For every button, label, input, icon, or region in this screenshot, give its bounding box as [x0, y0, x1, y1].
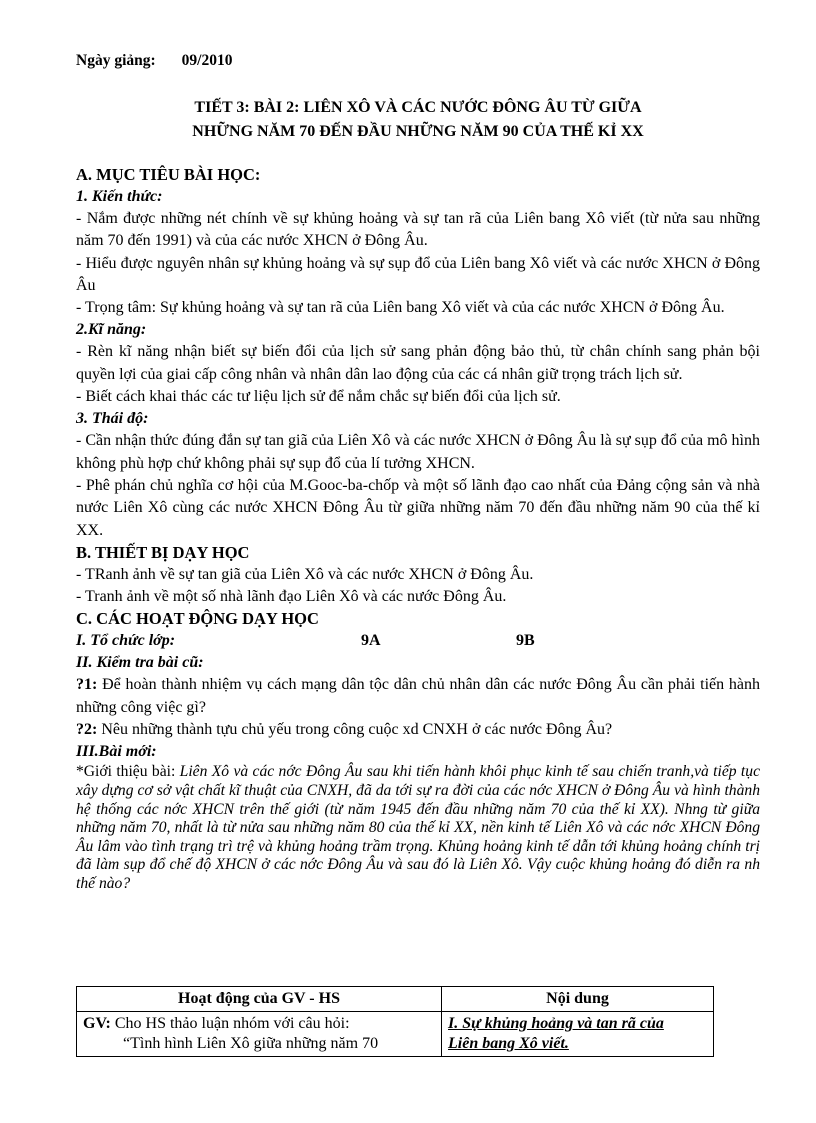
knowledge-heading: 1. Kiến thức: — [76, 188, 163, 205]
attitude-item: - Cần nhận thức đúng đắn sự tan giã của Liên Xô và các nước XHCN ở Đông Âu là sự sụp đổ của mô hình không phù hợp chứ không phải sự sụp đổ của lí tưởng XHCN. — [76, 432, 760, 472]
gv-line-1: Cho HS thảo luận nhóm với câu hỏi: — [110, 1015, 350, 1032]
question-1-label: ?1: — [76, 676, 98, 694]
equipment-item: - Tranh ảnh về một số nhà lãnh đạo Liên Xô và các nước Đông Âu. — [76, 588, 507, 606]
equipment-item: - TRanh ảnh về sự tan giã của Liên Xô và các nước XHCN ở Đông Âu. — [76, 565, 534, 583]
question-1-text: Để hoàn thành nhiệm vụ cách mạng dân tộc dân chủ nhân dân các nước Đông Âu cần phải tiến hành những công việc gì? — [76, 676, 760, 716]
introduction-text: Liên Xô và các nớc Đông Âu sau khi tiến hành khôi phục kinh tế sau chiến tranh,và tiếp tục xây dựng cơ sở vật chất kĩ thuật của CNXH, đã da tới sự ra đời của các nớc XHCN ở Đông Âu và hình thành hệ thống các nớc XHCN trên thế giới (từ năm 1945 đến đầu những năm 70 của thế kỉ XX). Nhng từ giữa những năm 70, nhất là từ nửa sau những năm 80 của thế kỉ XX, nền kinh tế Liên Xô và các nớc XHCN Đông Âu lâm vào tình trạng trì trệ và khủng hoảng trầm trọng. Khủng hoảng kinh tế dẫn tới khủng hoảng chính trị đã làm sụp đổ chế độ XHCN ở các nớc Đông Âu và sau đó là Liên Xô. Vậy cuộc khủng hoảng đó diễn ra nh thế nào? — [76, 763, 760, 892]
document-page — [76, 52, 760, 894]
section-a-heading: A. MỤC TIÊU BÀI HỌC: — [76, 165, 261, 184]
attitude-item: - Phê phán chủ nghĩa cơ hội của M.Gooc-ba-chốp và một số lãnh đạo cao nhất của Đảng cộng sản và nhà nước Liên Xô cùng các nước XHCN Đông Âu từ giữa những năm 70 đến đầu những năm 90 của thế kỉ XX. — [76, 476, 760, 539]
question-2 — [76, 719, 760, 741]
title-line-1: TIẾT 3: BÀI 2: LIÊN XÔ VÀ CÁC NƯỚC ĐÔNG ÂU TỪ GIỮA — [194, 99, 642, 116]
knowledge-item: - Hiểu được nguyên nhân sự khủng hoảng và sự sụp đổ của Liên bang Xô viết và các nước XHCN ở Đông Âu — [76, 254, 760, 294]
question-2-text: Nêu những thành tựu chủ yếu trong công cuộc xd CNXH ở các nước Đông Âu? — [97, 721, 613, 739]
section-b-heading: B. THIẾT BỊ DẠY HỌC — [76, 542, 250, 562]
lesson-introduction — [76, 763, 760, 893]
activity-table — [76, 986, 714, 1057]
date-line — [76, 52, 760, 70]
header-content: Nội dung — [442, 987, 714, 1012]
table-row — [77, 1012, 714, 1057]
class-organization-label: I. Tổ chức lớp: — [76, 632, 176, 650]
skills-item: - Rèn kĩ năng nhận biết sự biến đổi của lịch sử sang phản động bảo thủ, từ chân chính sang phản bội quyền lợi của giai cấp công nhân và nhân dân lao động của các cá nhân giữ trọng trách lịch sử. — [76, 343, 760, 383]
header-activities: Hoạt động của GV - HS — [77, 987, 442, 1012]
teacher-activity-cell — [77, 1012, 442, 1057]
question-1 — [76, 674, 760, 719]
gv-label: GV: — [83, 1015, 111, 1032]
gv-line-2: “Tình hình Liên Xô giữa những năm 70 — [123, 1035, 379, 1052]
content-cell — [442, 1012, 714, 1057]
content-line-1: I. Sự khủng hoảng và tan rã của — [448, 1015, 664, 1032]
knowledge-item: - Trọng tâm: Sự khủng hoảng và sự tan rã của Liên bang Xô viết và của các nước XHCN ở Đông Âu. — [76, 299, 725, 317]
question-2-label: ?2: — [76, 721, 98, 739]
table-header-row — [77, 987, 714, 1012]
knowledge-item: - Nắm được những nét chính về sự khủng hoảng và sự tan rã của Liên bang Xô viết (từ nửa sau những năm 70 đến 1991) và của các nước XHCN ở Đông Âu. — [76, 210, 760, 250]
date-value: 09/2010 — [181, 52, 233, 69]
skills-heading: 2.Kĩ năng: — [76, 321, 147, 339]
new-lesson-heading: III.Bài mới: — [76, 743, 157, 761]
old-lesson-check-heading: II. Kiểm tra bài cũ: — [76, 654, 204, 672]
attitude-heading: 3. Thái độ: — [76, 410, 149, 428]
class-9b: 9B — [516, 632, 535, 650]
introduction-lead: *Giới thiệu bài: — [76, 763, 180, 781]
class-organization-row — [76, 630, 760, 652]
section-c-heading: C. CÁC HOẠT ĐỘNG DẠY HỌC — [76, 609, 319, 629]
date-label: Ngày giảng: — [76, 52, 156, 69]
skills-item: - Biết cách khai thác các tư liệu lịch sử để nắm chắc sự biến đổi của lịch sử. — [76, 388, 561, 406]
class-9a: 9A — [361, 632, 381, 650]
content-line-2: Liên bang Xô viết. — [448, 1035, 569, 1052]
title-line-2: NHỮNG NĂM 70 ĐẾN ĐẦU NHỮNG NĂM 90 CỦA THẾ KỈ XX — [192, 123, 644, 140]
lesson-title — [76, 96, 760, 144]
